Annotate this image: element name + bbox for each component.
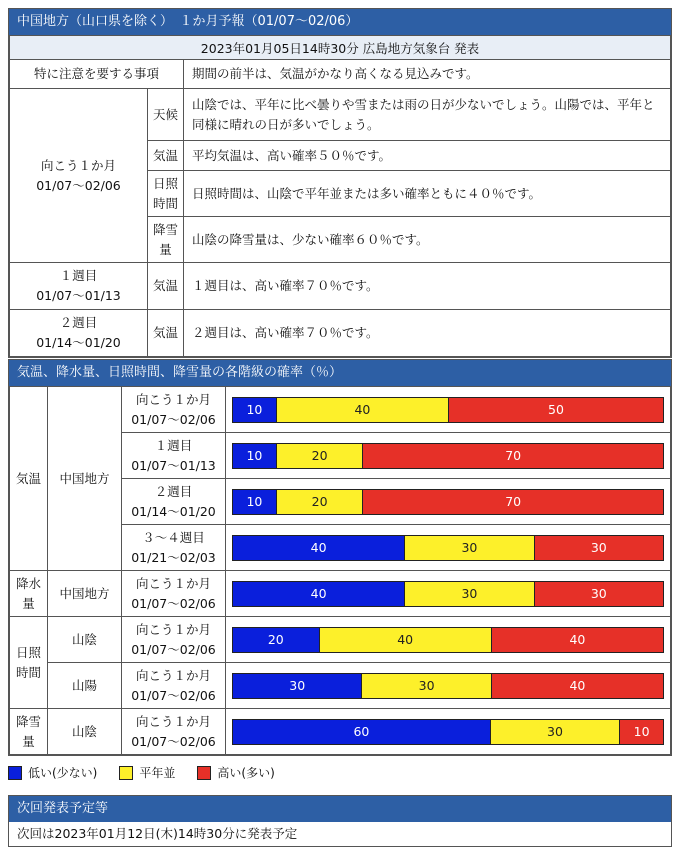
week-period-dates: 01/14〜01/20 xyxy=(36,335,121,350)
bar-segment-high: 30 xyxy=(535,582,663,606)
region-label: 山陽 xyxy=(48,663,122,709)
period-dates: 01/07〜02/06 xyxy=(131,687,216,703)
period-cell xyxy=(122,479,226,525)
probability-bar xyxy=(232,627,664,653)
period-title: ２週目 xyxy=(154,483,193,499)
notice-text: 期間の前半は、気温がかなり高くなる見込みです。 xyxy=(184,60,671,89)
forecast-section xyxy=(8,8,672,358)
week-period-title: ２週目 xyxy=(59,315,98,330)
bar-segment-normal: 40 xyxy=(320,628,492,652)
region-label: 中国地方 xyxy=(48,387,122,571)
period-cell xyxy=(122,663,226,709)
period-title: 向こう１か月 xyxy=(135,575,211,591)
bar-segment-low: 40 xyxy=(233,536,405,560)
month-row-text: 平均気温は、高い確率５０％です。 xyxy=(184,141,671,171)
period-cell xyxy=(122,433,226,479)
forecast-title: 中国地方（山口県を除く） １か月予報（01/07〜02/06） xyxy=(9,9,671,35)
period-dates: 01/14〜01/20 xyxy=(131,503,216,519)
legend-item-high xyxy=(197,764,274,781)
bar-segment-low: 20 xyxy=(233,628,320,652)
bar-segment-high: 70 xyxy=(363,490,663,514)
next-release-title: 次回発表予定等 xyxy=(9,796,671,822)
probability-section xyxy=(8,359,672,756)
bar-segment-normal: 30 xyxy=(405,536,534,560)
next-release-section xyxy=(8,795,672,847)
probability-bar xyxy=(232,397,664,423)
legend-label-normal: 平年並 xyxy=(139,766,176,780)
probability-bar xyxy=(232,581,664,607)
bar-segment-low: 60 xyxy=(233,720,491,744)
region-label: 中国地方 xyxy=(48,571,122,617)
bar-segment-low: 30 xyxy=(233,674,362,698)
probability-title: 気温、降水量、日照時間、降雪量の各階級の確率（％） xyxy=(9,360,671,386)
bar-segment-normal: 40 xyxy=(277,398,449,422)
legend-swatch-high xyxy=(197,766,211,780)
week-row-text: １週目は、高い確率７０％です。 xyxy=(184,263,671,310)
period-title: 向こう１か月 xyxy=(135,621,211,637)
period-dates: 01/07〜02/06 xyxy=(131,411,216,427)
probability-table xyxy=(9,386,671,755)
bar-segment-high: 40 xyxy=(492,674,663,698)
bar-cell xyxy=(226,387,671,433)
month-period-dates: 01/07〜02/06 xyxy=(36,177,121,193)
legend-item-low xyxy=(8,764,97,781)
element-label: 降雪量 xyxy=(10,709,48,755)
probability-bar xyxy=(232,673,664,699)
period-dates: 01/21〜02/03 xyxy=(131,549,216,565)
month-row-label: 気温 xyxy=(148,141,184,171)
period-cell xyxy=(122,617,226,663)
notice-label: 特に注意を要する事項 xyxy=(10,60,184,89)
week-row-label: 気温 xyxy=(148,263,184,310)
month-row-text: 日照時間は、山陰で平年並または多い確率ともに４０％です。 xyxy=(184,171,671,217)
next-release-text: 次回は2023年01月12日(木)14時30分に発表予定 xyxy=(17,826,298,841)
period-cell xyxy=(122,571,226,617)
element-label: 日照時間 xyxy=(10,617,48,709)
month-row-text: 山陰では、平年に比べ曇りや雪または雨の日が少ないでしょう。山陽では、平年と同様に晴れの日が多いでしょう。 xyxy=(184,89,671,141)
legend xyxy=(8,764,297,781)
week-period-dates: 01/07〜01/13 xyxy=(36,288,121,303)
element-label: 気温 xyxy=(10,387,48,571)
period-dates: 01/07〜02/06 xyxy=(131,595,216,611)
forecast-table xyxy=(9,35,671,357)
bar-segment-high: 70 xyxy=(363,444,663,468)
period-cell xyxy=(122,525,226,571)
element-label: 降水量 xyxy=(10,571,48,617)
bar-segment-normal: 20 xyxy=(277,444,364,468)
month-row-label: 降雪量 xyxy=(148,217,184,263)
legend-swatch-low xyxy=(8,766,22,780)
bar-cell xyxy=(226,433,671,479)
legend-label-low: 低い(少ない) xyxy=(28,766,98,780)
month-period-title: 向こう１か月 xyxy=(40,157,116,173)
bar-segment-high: 50 xyxy=(449,398,663,422)
period-cell xyxy=(122,709,226,755)
bar-segment-high: 30 xyxy=(535,536,663,560)
issued-text: 2023年01月05日14時30分 広島地方気象台 発表 xyxy=(10,36,671,60)
bar-cell xyxy=(226,709,671,755)
bar-cell xyxy=(226,479,671,525)
week-row-text: ２週目は、高い確率７０％です。 xyxy=(184,310,671,357)
bar-cell xyxy=(226,571,671,617)
bar-segment-normal: 30 xyxy=(405,582,534,606)
month-period-cell xyxy=(10,89,148,263)
bar-segment-normal: 30 xyxy=(491,720,620,744)
month-row-label: 天候 xyxy=(148,89,184,141)
region-label: 山陰 xyxy=(48,617,122,663)
bar-segment-normal: 30 xyxy=(362,674,491,698)
period-title: 向こう１か月 xyxy=(135,713,211,729)
bar-cell xyxy=(226,617,671,663)
month-row-label: 日照時間 xyxy=(148,171,184,217)
bar-segment-normal: 20 xyxy=(277,490,364,514)
period-title: 向こう１か月 xyxy=(135,667,211,683)
probability-bar xyxy=(232,719,664,745)
probability-bar xyxy=(232,489,664,515)
probability-bar xyxy=(232,535,664,561)
period-title: 向こう１か月 xyxy=(135,391,211,407)
legend-item-normal xyxy=(119,764,175,781)
region-label: 山陰 xyxy=(48,709,122,755)
week-period-cell xyxy=(10,263,148,310)
bar-segment-low: 10 xyxy=(233,490,277,514)
bar-segment-high: 40 xyxy=(492,628,663,652)
bar-segment-high: 10 xyxy=(620,720,663,744)
month-row-text: 山陰の降雪量は、少ない確率６０％です。 xyxy=(184,217,671,263)
probability-bar xyxy=(232,443,664,469)
legend-swatch-normal xyxy=(119,766,133,780)
legend-label-high: 高い(多い) xyxy=(217,766,275,780)
bar-cell xyxy=(226,525,671,571)
period-dates: 01/07〜01/13 xyxy=(131,457,216,473)
bar-cell xyxy=(226,663,671,709)
week-period-cell xyxy=(10,310,148,357)
period-title: ３〜４週目 xyxy=(142,529,205,545)
bar-segment-low: 10 xyxy=(233,398,277,422)
bar-segment-low: 10 xyxy=(233,444,277,468)
period-title: １週目 xyxy=(154,437,193,453)
week-row-label: 気温 xyxy=(148,310,184,357)
period-dates: 01/07〜02/06 xyxy=(131,641,216,657)
week-period-title: １週目 xyxy=(59,268,98,283)
period-dates: 01/07〜02/06 xyxy=(131,733,216,749)
bar-segment-low: 40 xyxy=(233,582,405,606)
period-cell xyxy=(122,387,226,433)
